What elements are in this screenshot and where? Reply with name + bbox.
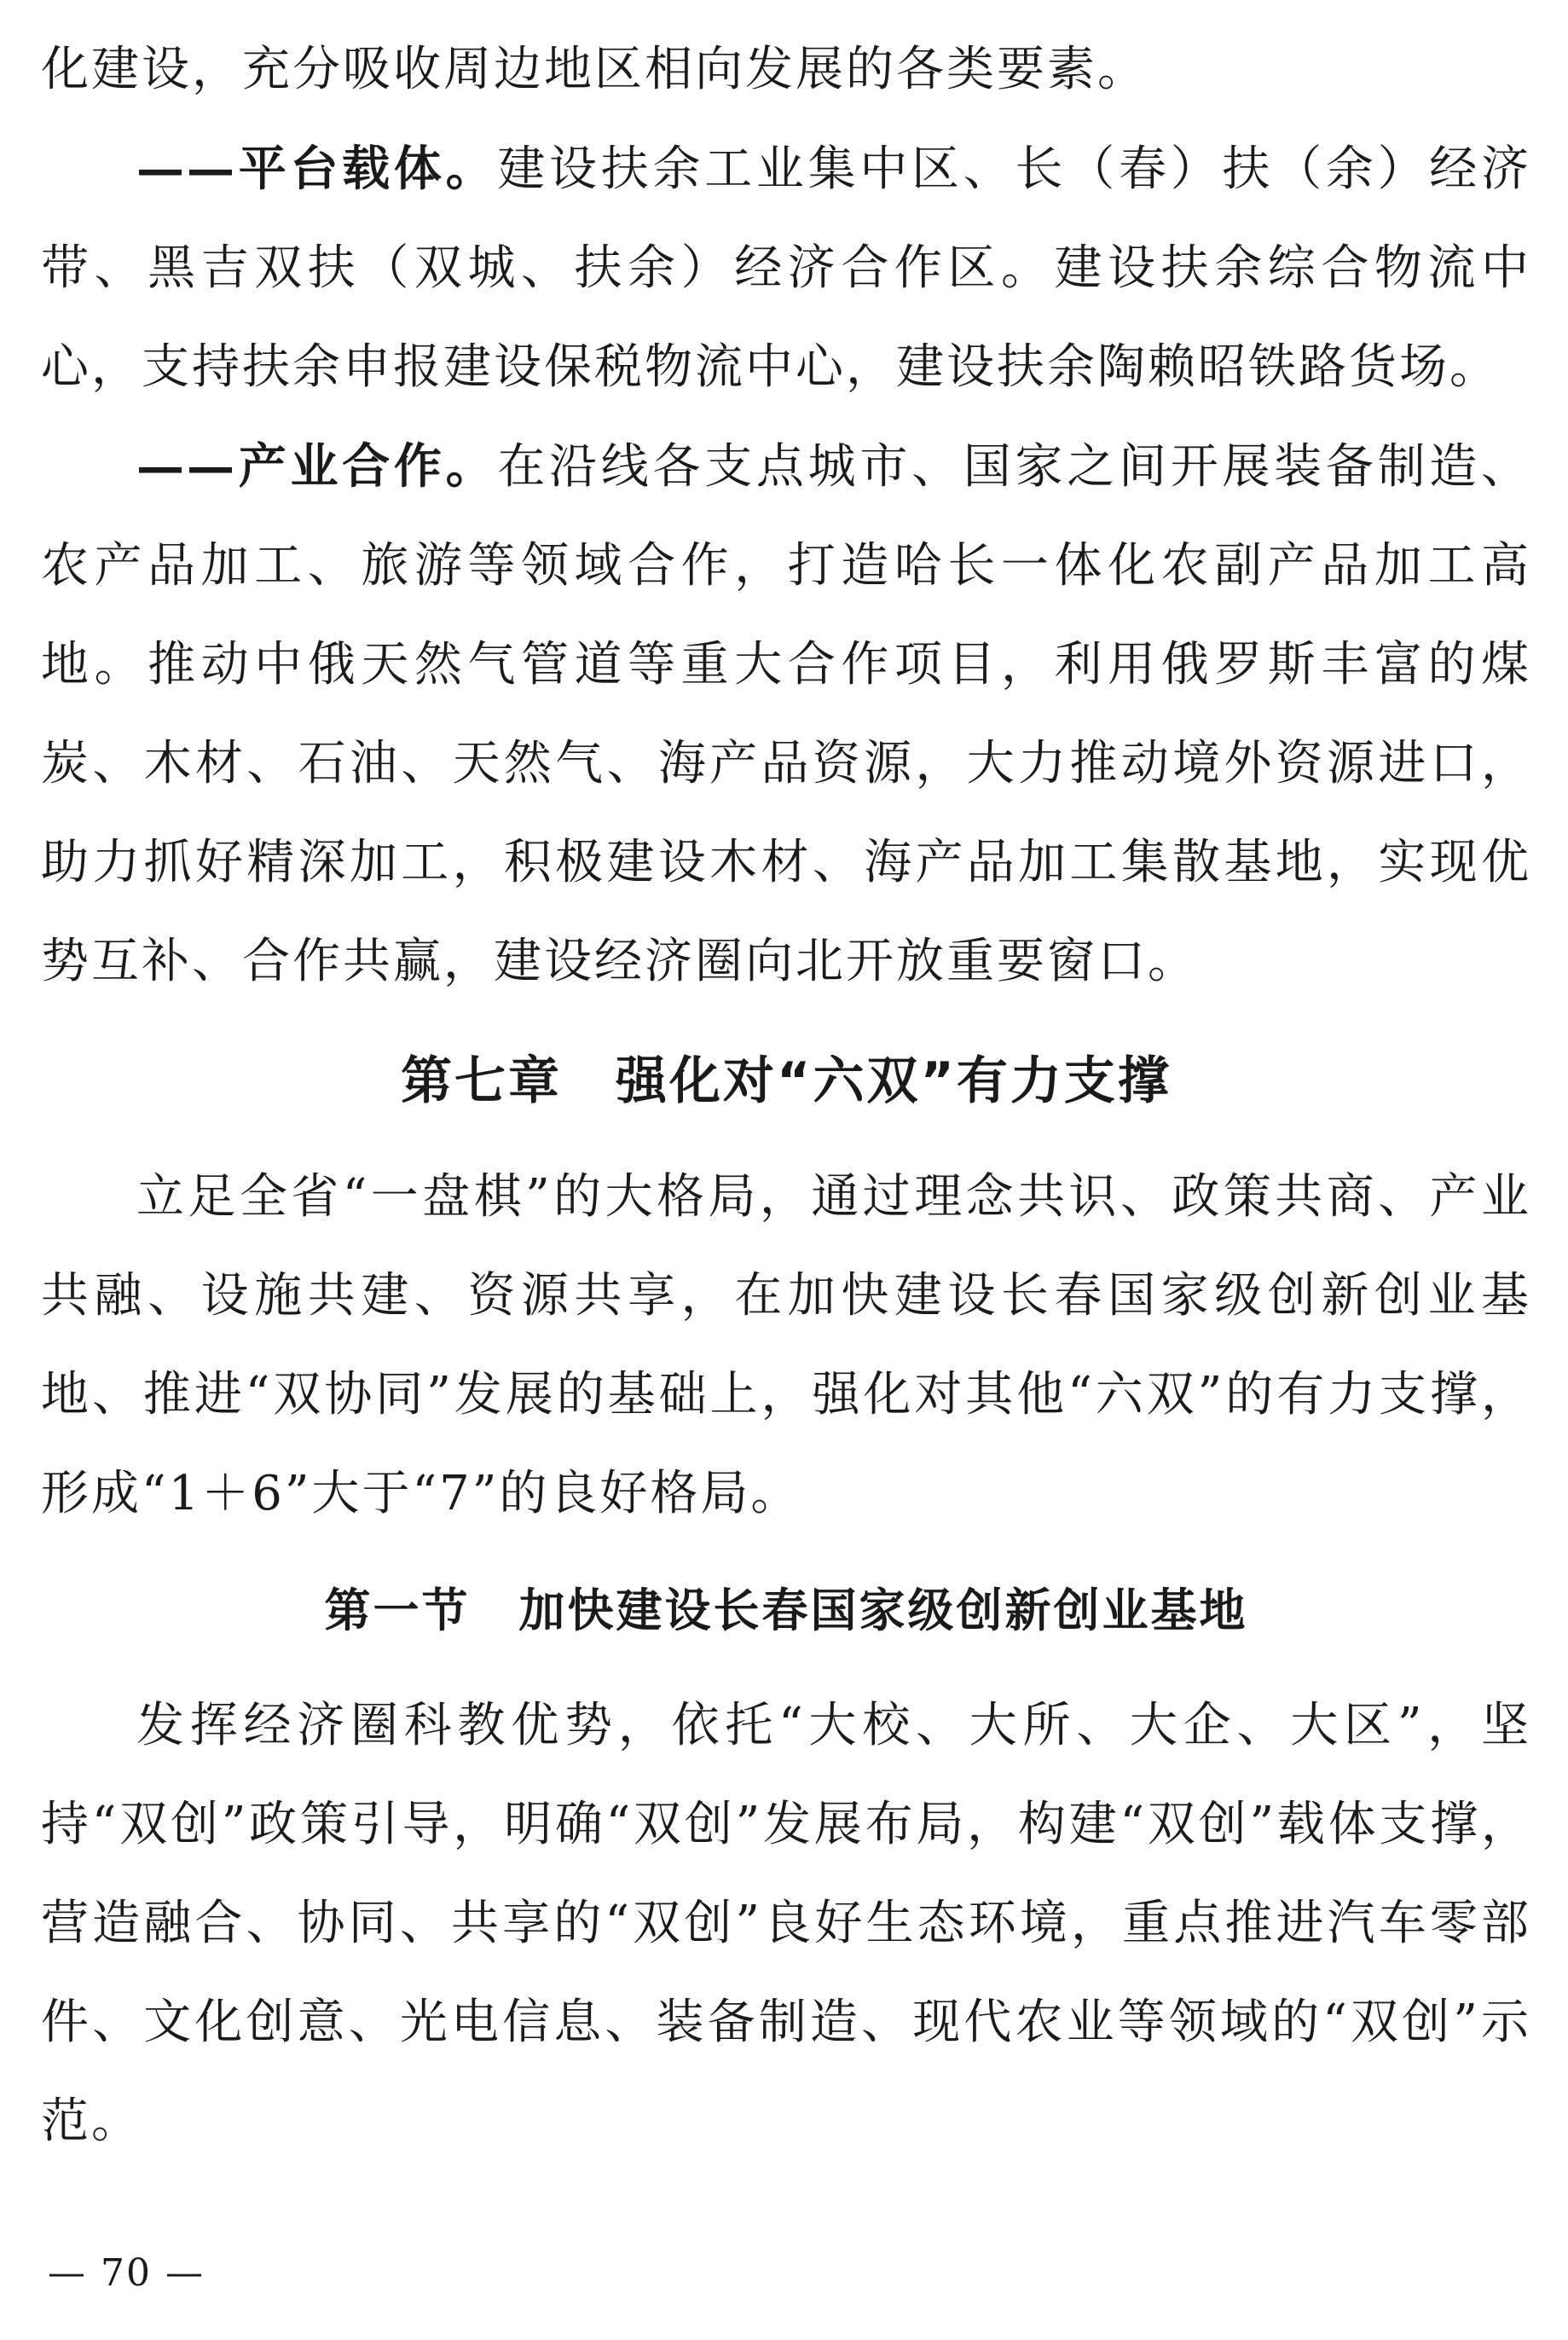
paragraph-lead: ——平台载体。 xyxy=(136,141,498,197)
paragraph-text: 建设扶余工业集中区、长（春）扶（余）经济带、黑吉双扶（双城、扶余）经济合作区。建设扶余综合物流中心，支持扶余申报建设保税物流中心，建设扶余陶赖昭铁路货场。 xyxy=(41,142,1532,395)
chapter-intro-paragraph: 立足全省“一盘棋”的大格局，通过理念共识、政策共商、产业共融、设施共建、资源共享，在加快建设长春国家级创新创业基地、推进“双协同”发展的基础上，强化对其他“六双”的有力支撑，形成“1＋6”大于“7”的良好格局。 xyxy=(41,1169,1531,1521)
paragraph-industry-cooperation xyxy=(41,417,1531,1011)
paragraph-continuation xyxy=(41,20,1531,119)
section-title: 第一节 加快建设长春国家级创新创业基地 xyxy=(324,1583,1248,1637)
paragraph-platform-carrier xyxy=(41,119,1531,417)
section-body-paragraph: 发挥经济圈科教优势，依托“大校、大所、大企、大区”，坚持“双创”政策引导，明确“双创”发展布局，构建“双创”载体支撑，营造融合、协同、共享的“双创”良好生态环境，重点推进汽车零部件、文化创意、光电信息、装备制造、现代农业等领域的“双创”示范。 xyxy=(41,1698,1531,2149)
page-number: — 70 — xyxy=(48,2251,205,2295)
paragraph-text: 在沿线各支点城市、国家之间开展装备制造、农产品加工、旅游等领域合作，打造哈长一体化农副产品加工高地。推动中俄天然气管道等重大合作项目，利用俄罗斯丰富的煤炭、木材、石油、天然气、海产品资源，大力推动境外资源进口，助力抓好精深加工，积极建设木材、海产品加工集散基地，实现优势互补、合作共赢，建设经济圈向北开放重要窗口。 xyxy=(41,439,1532,989)
chapter-title: 第七章 强化对“六双”有力支撑 xyxy=(401,1051,1172,1111)
paragraph-lead: ——产业合作。 xyxy=(136,438,498,495)
paragraph-text: 化建设，充分吸收周边地区相向发展的各类要素。 xyxy=(41,42,1148,97)
document-page xyxy=(41,0,1531,2171)
